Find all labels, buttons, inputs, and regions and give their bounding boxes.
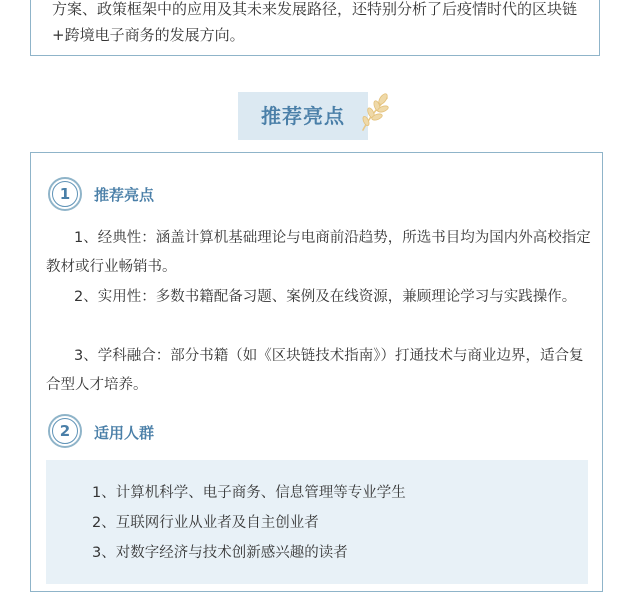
section-number-badge xyxy=(48,177,82,211)
intro-text: 方案、政策框架中的应用及其未来发展路径，还特别分析了后疫情时代的区块链+跨境电子商务的发展方向。 xyxy=(52,0,578,44)
audience-item: 3、对数字经济与技术创新感兴趣的读者 xyxy=(92,545,348,561)
highlight-paragraph: 2、实用性：多数书籍配备习题、案例及在线资源，兼顾理论学习与实践操作。 xyxy=(74,289,577,305)
section-number: 2 xyxy=(52,418,78,444)
section-title-audience: 适用人群 xyxy=(94,424,155,442)
wheat-leaf-icon xyxy=(355,92,395,134)
audience-item: 1、计算机科学、电子商务、信息管理等专业学生 xyxy=(92,485,406,501)
section-heading xyxy=(238,92,368,140)
highlight-paragraph: 3、学科融合：部分书籍（如《区块链技术指南》）打通技术与商业边界，适合复合型人才培养。 xyxy=(46,348,584,393)
highlight-paragraph: 1、经典性：涵盖计算机基础理论与电商前沿趋势，所选书目均为国内外高校指定教材或行业畅销书。 xyxy=(46,230,591,275)
audience-item: 2、互联网行业从业者及自主创业者 xyxy=(92,515,319,531)
section-number-badge xyxy=(48,414,82,448)
section-number: 1 xyxy=(52,181,78,207)
section-heading-label: 推荐亮点 xyxy=(261,104,345,128)
section-title-highlights: 推荐亮点 xyxy=(94,186,155,204)
